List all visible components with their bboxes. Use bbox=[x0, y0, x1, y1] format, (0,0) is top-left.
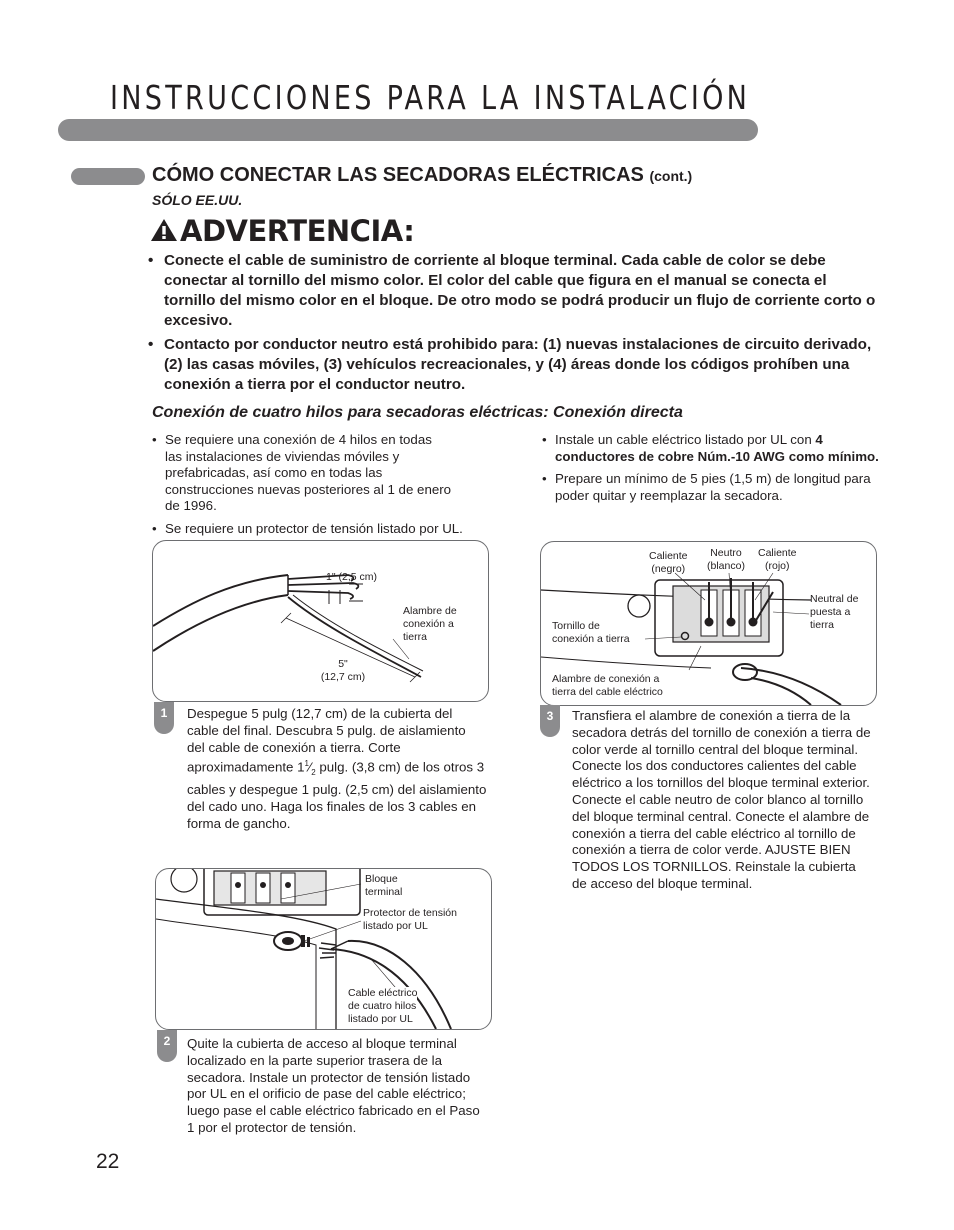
left-bullet-text: Se requiere un protector de tensión listado por UL. bbox=[165, 520, 463, 536]
step-text: Quite la cubierta de acceso al bloque terminal localizado en la parte superior trasera de la secadora. Instale un protector de tensión listado por UL en el orificio de pase del cable eléctrico; luego pase el cable eléctrico fabricado en el Paso 1 por el protector de tensión. bbox=[187, 1036, 480, 1135]
warning-item bbox=[148, 335, 878, 395]
warning-item-text: Conecte el cable de suministro de corriente al bloque terminal. Cada cable de color se debe conectar al tornillo del mismo color. El color del cable que figura en el manual se conecta el tornillo del mismo color en el bloque. De otro modo se podrá producir un flujo de corriente corto o excesivo. bbox=[164, 252, 876, 329]
strain-relief-label bbox=[363, 907, 457, 933]
right-bullet-item bbox=[542, 432, 882, 465]
section-title-suffix: (cont.) bbox=[649, 168, 693, 184]
right-bullet-text: Instale un cable eléctrico listado por UL con bbox=[555, 432, 816, 447]
label-line: (12,7 cm) bbox=[320, 671, 366, 683]
subheading: Conexión de cuatro hilos para secadoras eléctricas: Conexión directa bbox=[152, 404, 683, 421]
bullet-dot: • bbox=[152, 520, 157, 536]
region-note: SÓLO EE.UU. bbox=[152, 192, 243, 208]
ground-neutral-label bbox=[810, 593, 858, 632]
neutral-white-label bbox=[707, 547, 745, 573]
label-line: (rojo) bbox=[765, 560, 790, 572]
warning-item bbox=[148, 251, 878, 331]
hot-red-label bbox=[758, 547, 797, 573]
step-number: 2 bbox=[157, 1030, 177, 1062]
fraction-numerator: 1 bbox=[304, 759, 309, 769]
warning-heading-text: ADVERTENCIA: bbox=[180, 214, 415, 248]
left-bullet-list bbox=[152, 432, 463, 543]
terminal-block-label bbox=[365, 873, 402, 899]
label-line: tierra bbox=[810, 619, 834, 631]
ground-screw-label bbox=[552, 620, 630, 646]
left-bullet-text: Se requiere una conexión de 4 hilos en todas las instalaciones de viviendas móviles y prefabricadas, así como en todas las construcciones nuevas posteriores al 1 de enero de 1996. bbox=[165, 432, 452, 513]
section-title bbox=[152, 164, 692, 187]
warning-list bbox=[148, 251, 878, 399]
fraction-denominator: 2 bbox=[311, 768, 316, 778]
figure-cable-stripping bbox=[152, 540, 489, 702]
hot-black-label bbox=[649, 550, 688, 576]
right-bullet-item bbox=[542, 471, 882, 504]
right-bullet-bold: 4 conductores de cobre Núm.-10 AWG como mínimo. bbox=[555, 432, 879, 464]
figure-strain-relief bbox=[155, 868, 492, 1030]
label-line: Alambre de bbox=[403, 605, 457, 617]
ground-wire-label bbox=[403, 605, 457, 644]
label-line: terminal bbox=[365, 886, 403, 898]
bullet-dot: • bbox=[152, 432, 157, 447]
label-line: Bloque bbox=[365, 873, 398, 885]
section-marker-pill bbox=[71, 168, 145, 185]
page-title: INSTRUCCIONES PARA LA INSTALACIÓN bbox=[110, 78, 751, 117]
page-number: 22 bbox=[96, 1150, 120, 1173]
bullet-dot: • bbox=[148, 252, 154, 269]
label-line: 5" bbox=[338, 658, 348, 670]
warning-icon bbox=[150, 217, 178, 243]
label-line: Neutro bbox=[710, 547, 742, 559]
title-underline-bar bbox=[58, 119, 758, 141]
cord-ground-wire-label bbox=[552, 673, 663, 699]
figure-terminal-wiring bbox=[540, 541, 877, 706]
label-line: conexión a tierra bbox=[552, 633, 630, 645]
label-line: de cuatro hilos bbox=[348, 1000, 417, 1012]
warning-item-text: Contacto por conductor neutro está prohibido para: (1) nuevas instalaciones de circuito derivado, (2) las casas móviles, (3) vehículos recreacionales, y (4) áreas donde los códigos prohíben una conexión a tierra por el conductor neutro. bbox=[164, 336, 872, 393]
label-line: (negro) bbox=[651, 563, 686, 575]
bullet-dot: • bbox=[542, 471, 547, 486]
step-text-part: Despegue 5 pulg (12,7 cm) de la cubierta del cable del final. Descubra 5 pulg. de aislamiento del cable de conexión a tierra. Corte aproximadamente 1 bbox=[187, 706, 466, 775]
right-bullet-text: Prepare un mínimo de 5 pies (1,5 m) de longitud para poder quitar y reemplazar la secadora. bbox=[555, 471, 871, 503]
step-text: Despegue 5 pulg (12,7 cm) de la cubierta del cable del final. Descubra 5 pulg. de aislamiento del cable de conexión a tierra. Corte aproximadamente $1^1⁄_2$ pulg. (3,8 cm) de los otros 3 cables y despegue 1 pulg. (2,5 cm) del aislamiento del cado uno. Haga los finales de los 3 cables en forma de gancho. bbox=[187, 706, 487, 831]
label-line: tierra bbox=[403, 631, 427, 643]
section-title-text: CÓMO CONECTAR LAS SECADORAS ELÉCTRICAS bbox=[152, 164, 644, 186]
label-line: puesta a bbox=[810, 606, 851, 618]
label-line: Protector de tensión bbox=[363, 907, 457, 919]
label-line: tierra del cable eléctrico bbox=[552, 686, 663, 698]
step-number: 3 bbox=[540, 705, 560, 737]
label-line: listado por UL bbox=[348, 1013, 413, 1025]
label-line: Cable eléctrico bbox=[348, 987, 418, 999]
power-cord-label bbox=[348, 987, 417, 1026]
bullet-dot: • bbox=[148, 336, 154, 353]
bullet-dot: • bbox=[542, 432, 547, 447]
label-line: Caliente bbox=[758, 547, 797, 559]
dim-label-5in bbox=[313, 658, 373, 684]
label-line: Neutral de bbox=[810, 593, 859, 605]
step-number: 1 bbox=[154, 702, 174, 734]
step-text-part: pulg. (3,8 cm) de los otros 3 cables y despegue 1 pulg. (2,5 cm) del aislamiento del cado uno. Haga los finales de los 3 cables en forma de gancho. bbox=[187, 759, 487, 831]
step-text: Transfiera el alambre de conexión a tierra de la secadora detrás del tornillo de conexión a tierra de color verde al tornillo central del bloque terminal. Conecte los dos conductores calientes del cable eléctrico a los tornillos del bloque terminal exterior. Conecte el cable neutro de color blanco al tornillo del bloque terminal central. Conecte el alambre de conexión a tierra del cable eléctrico al tornillo de conexión a tierra de color verde. AJUSTE BIEN TODOS LOS TORNILLOS. Reinstale la cubierta de acceso del bloque terminal. bbox=[572, 708, 871, 891]
label-line: Alambre de conexión a bbox=[552, 673, 660, 685]
dim-label-1in: 1" (2,5 cm) bbox=[326, 571, 377, 583]
label-line: listado por UL bbox=[363, 920, 428, 932]
label-line: conexión a bbox=[403, 618, 454, 630]
label-line: Caliente bbox=[649, 550, 688, 562]
left-bullet-item bbox=[152, 432, 452, 515]
left-bullet-item bbox=[152, 520, 463, 538]
warning-heading bbox=[150, 214, 414, 248]
label-line: (blanco) bbox=[707, 560, 745, 572]
label-line: Tornillo de bbox=[552, 620, 600, 632]
right-bullet-list bbox=[542, 432, 882, 510]
strain-relief-illustration bbox=[156, 869, 491, 1029]
